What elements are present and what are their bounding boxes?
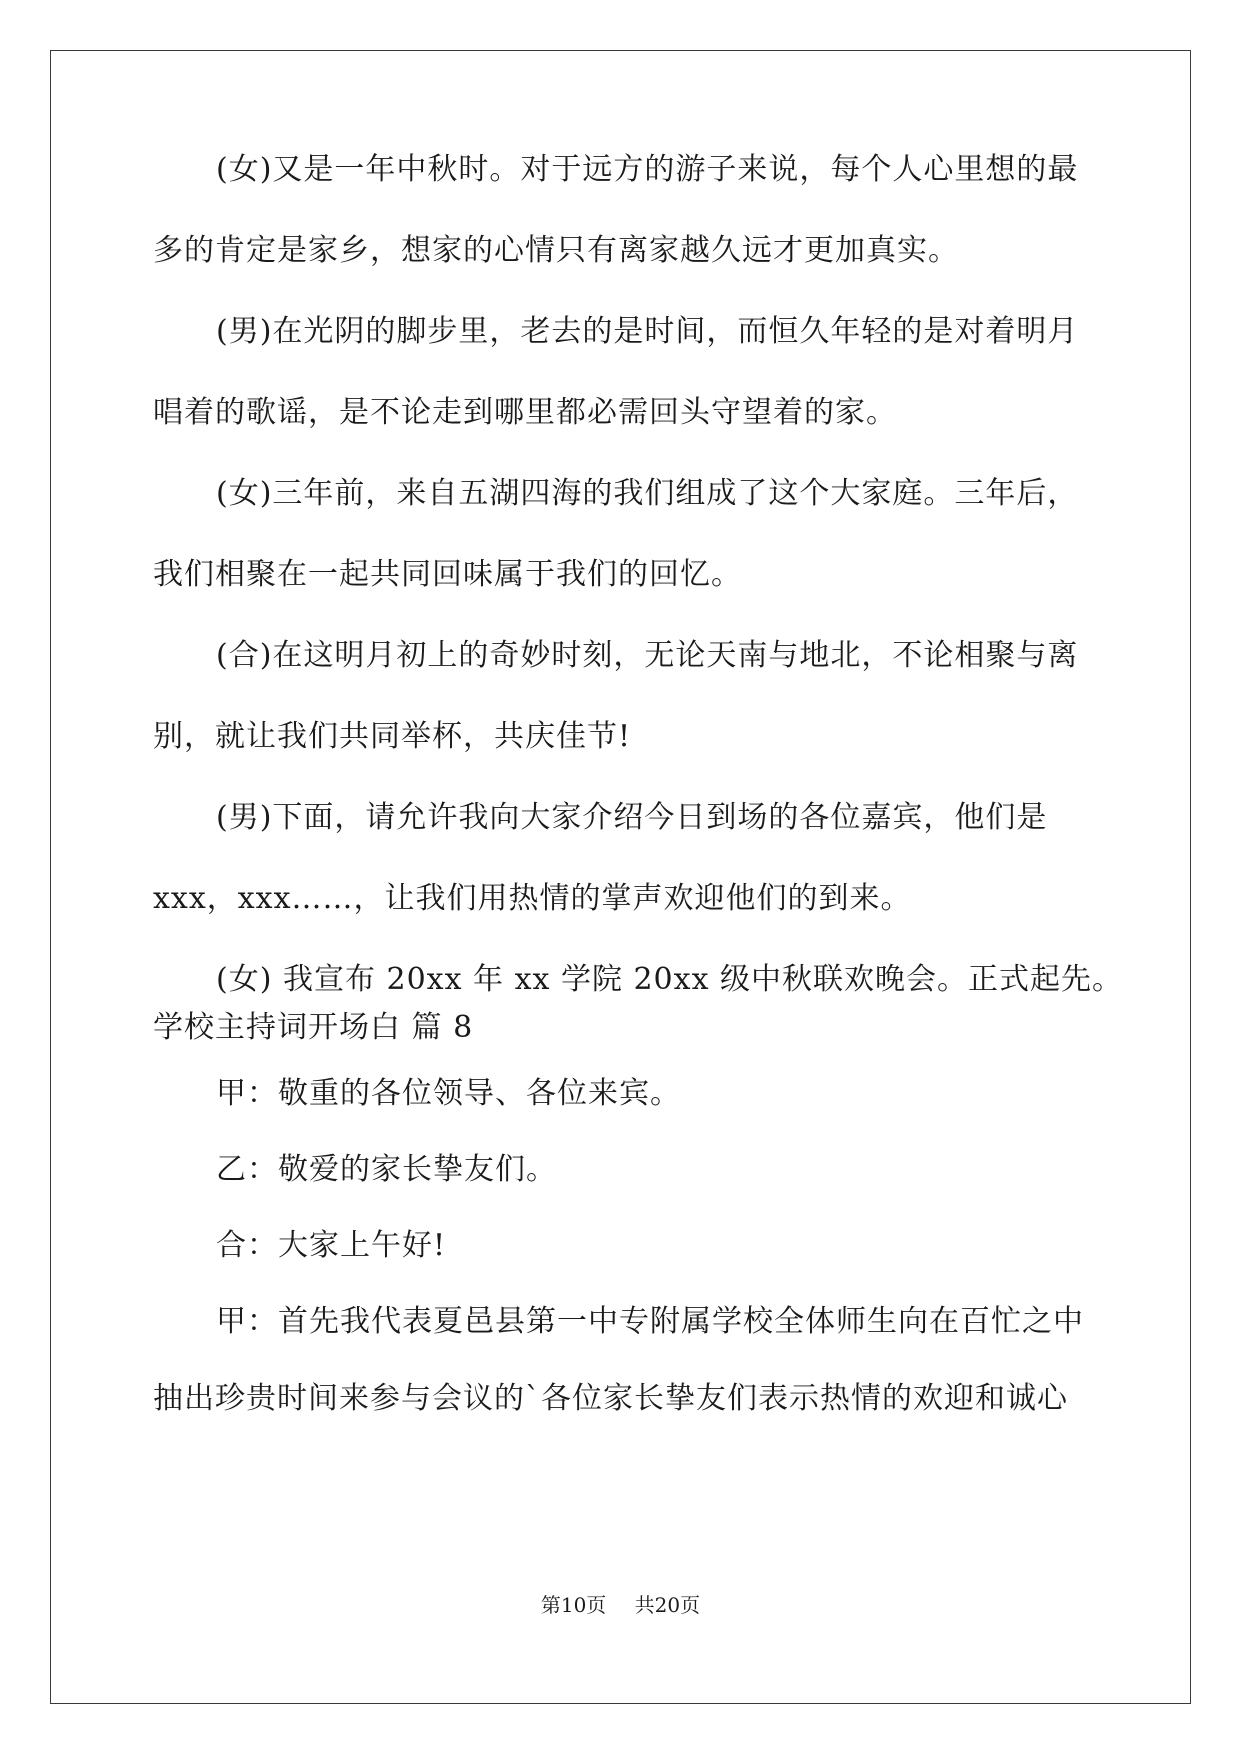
paragraph-line: (男)下面，请允许我向大家介绍今日到场的各位嘉宾，他们是 [216, 800, 1048, 835]
paragraph-line: 甲：敬重的各位领导、各位来宾。 [216, 1076, 681, 1111]
page-total: 共20页 [634, 1593, 701, 1617]
page-number: 第10页 [540, 1593, 607, 1617]
paragraph-line: (合)在这明月初上的奇妙时刻，无论天南与地北，不论相聚与离 [216, 638, 1079, 673]
paragraph-line: 乙：敬爱的家长挚友们。 [216, 1152, 557, 1187]
paragraph-line: 多的肯定是家乡，想家的心情只有离家越久远才更加真实。 [153, 233, 959, 268]
page-footer [0, 1592, 1241, 1618]
paragraph-line: xxx，xxx……，让我们用热情的掌声欢迎他们的到来。 [153, 881, 912, 916]
paragraph-line: 甲：首先我代表夏邑县第一中专附属学校全体师生向在百忙之中 [216, 1304, 1084, 1339]
document-body [153, 150, 1124, 1460]
paragraph-line: (女)又是一年中秋时。对于远方的游子来说，每个人心里想的最 [216, 152, 1079, 187]
paragraph-line: 合：大家上午好! [216, 1228, 447, 1263]
paragraph-line: (女) 我宣布 20xx 年 xx 学院 20xx 级中秋联欢晚会。正式起先。 [216, 962, 1124, 997]
paragraph-line: (女)三年前，来自五湖四海的我们组成了这个大家庭。三年后， [216, 476, 1079, 511]
paragraph-line: 抽出珍贵时间来参与会议的`各位家长挚友们表示热情的欢迎和诚心 [153, 1381, 1068, 1416]
paragraph-line: 我们相聚在一起共同回味属于我们的回忆。 [153, 557, 742, 592]
paragraph-line: 别，就让我们共同举杯，共庆佳节! [153, 719, 632, 754]
paragraph-line: 唱着的歌谣，是不论走到哪里都必需回头守望着的家。 [153, 395, 897, 430]
section-heading: 学校主持词开场白 篇 8 [153, 1010, 474, 1045]
paragraph-line: (男)在光阴的脚步里，老去的是时间，而恒久年轻的是对着明月 [216, 314, 1079, 349]
